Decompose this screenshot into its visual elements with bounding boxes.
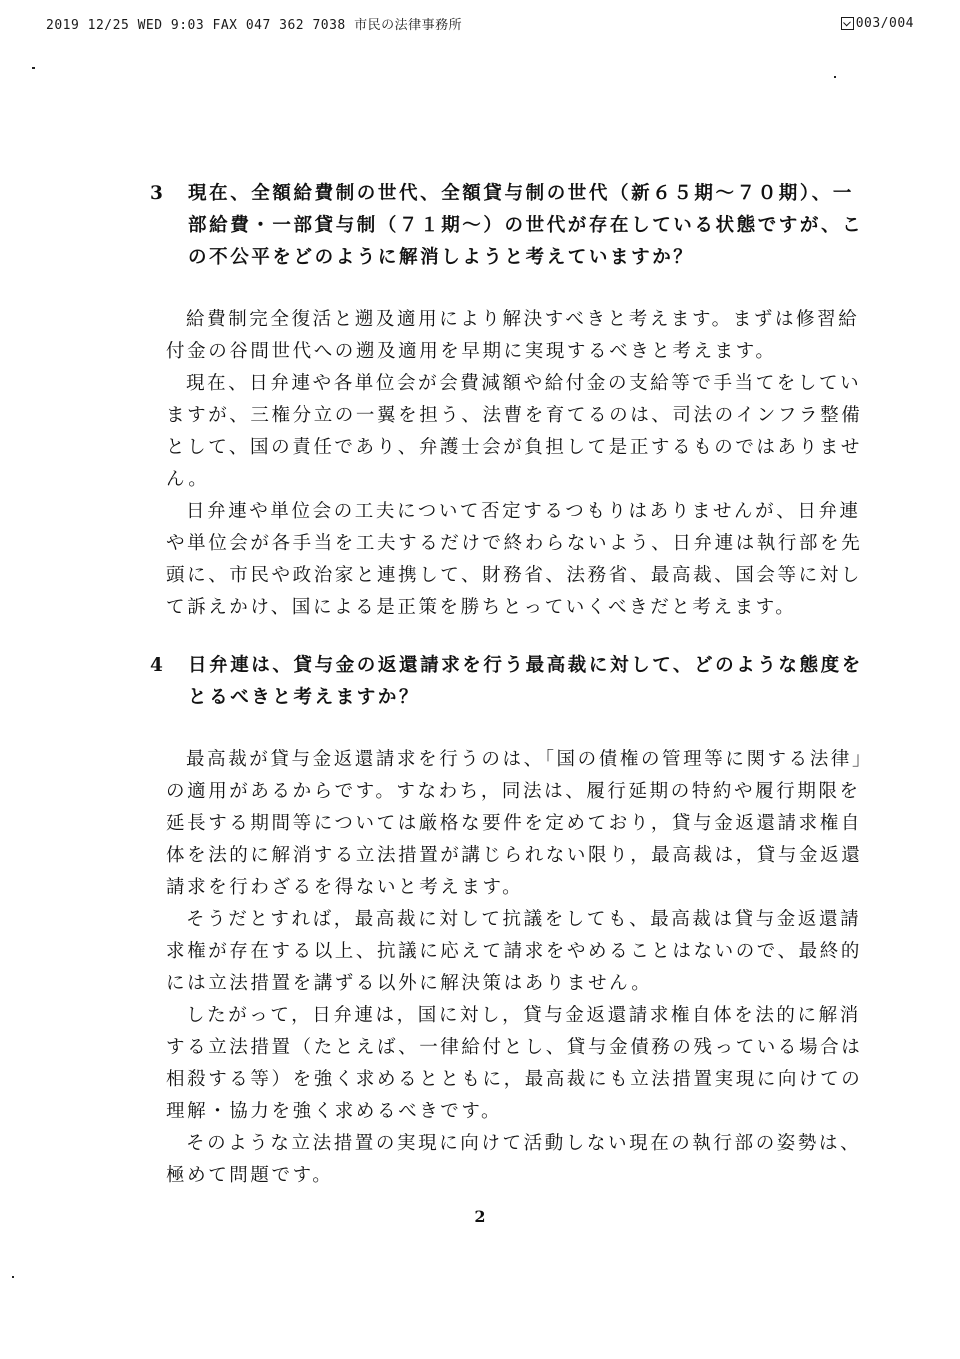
section-4 [150, 650, 870, 1192]
answer-paragraph: そうだとすれば，最高裁に対して抗議をしても、最高裁は貸与金返還請求権が存在する以上、抗議に応えて請求をやめることはないので、最終的には立法措置を講ずる以外に解決策はありません。 [166, 909, 862, 994]
question [150, 178, 870, 274]
checkbox-icon [841, 17, 854, 30]
question [150, 650, 870, 714]
fax-page-count: 003/004 [855, 15, 914, 31]
answer-paragraph: 現在、日弁連や各単位会が会費減額や給付金の支給等で手当てをしていますが、三権分立の一翼を担う、法曹を育てるのは、司法のインフラ整備として、国の責任であり、弁護士会が負担して是正するものではありません。 [166, 373, 863, 490]
section-3 [150, 178, 870, 624]
answer-paragraph: そのような立法措置の実現に向けて活動しない現在の執行部の姿勢は、極めて問題です。 [166, 1133, 862, 1186]
question-text: 現在、全額給費制の世代、全額貸与制の世代（新６５期〜７０期）、一部給費・一部貸与制（７１期〜）の世代が存在している状態ですが、この不公平をどのように解消しようと考えていますか？ [188, 183, 864, 268]
scan-speck [32, 67, 35, 69]
scan-speck [834, 76, 836, 78]
fax-page-indicator [841, 16, 914, 31]
answer [166, 304, 870, 624]
fax-header [46, 12, 914, 34]
document-body [150, 178, 870, 1218]
answer-paragraph: 給費制完全復活と遡及適用により解決すべきと考えます。まずは修習給付金の谷間世代への遡及適用を早期に実現するべきと考えます。 [166, 309, 860, 362]
answer [166, 744, 870, 1192]
answer-paragraph: 最高裁が貸与金返還請求を行うのは、「国の債権の管理等に関する法律」の適用があるからです。すなわち，同法は、履行延期の特約や履行期限を延長する期間等については厳格な要件を定めており，貸与金返還請求権自体を法的に解消する立法措置が講じられない限り，最高裁は，貸与金返還請求を行わざるを得ないと考えます。 [166, 749, 864, 898]
page-number: 2 [474, 1207, 486, 1226]
question-number: 3 [150, 183, 166, 204]
answer-paragraph: したがって，日弁連は，国に対し，貸与金返還請求権自体を法的に解消する立法措置（たとえば、一律給付とし、貸与金債務の残っている場合は相殺する等）を強く求めるとともに，最高裁にも立法措置実現に向けての理解・協力を強く求めるべきです。 [166, 1005, 863, 1122]
question-text: 日弁連は、貸与金の返還請求を行う最高裁に対して、どのような態度をとるべきと考えますか？ [188, 655, 863, 708]
scan-speck [12, 1276, 14, 1278]
fax-header-text: 2019 12/25 WED 9:03 FAX 047 362 7038 市民の法律事務所 [46, 17, 463, 33]
question-number: 4 [150, 655, 166, 676]
answer-paragraph: 日弁連や単位会の工夫について否定するつもりはありませんが、日弁連や単位会が各手当を工夫するだけで終わらないよう、日弁連は執行部を先頭に、市民や政治家と連携して、財務省、法務省、最高裁、国会等に対して訴えかけ、国による是正策を勝ちとっていくべきだと考えます。 [166, 501, 863, 618]
